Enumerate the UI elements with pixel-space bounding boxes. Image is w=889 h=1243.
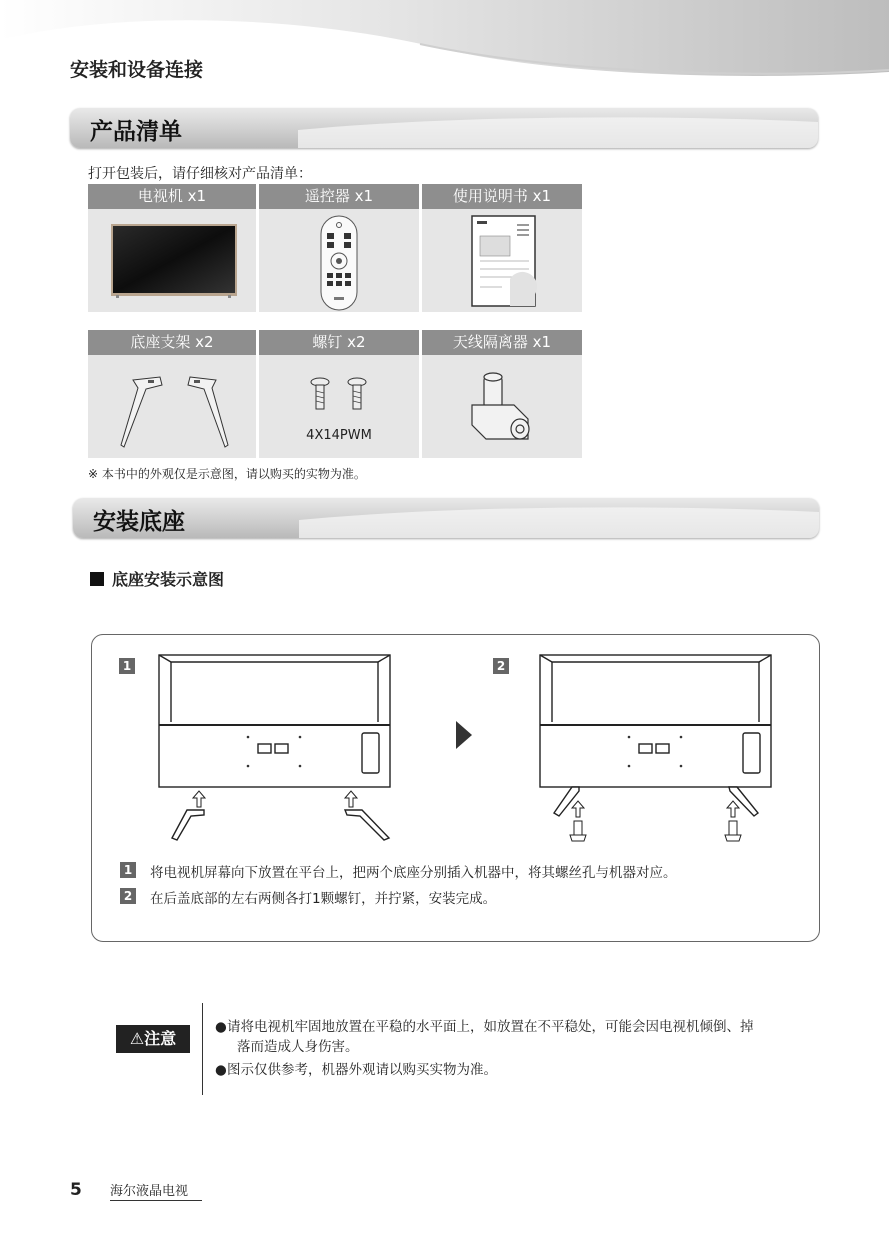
step-badge-2: 2	[493, 658, 509, 674]
section-bar-install	[73, 498, 819, 538]
install-subtitle-text: 底座安装示意图	[112, 570, 225, 589]
install-diagram	[92, 635, 818, 865]
bullet-dot-icon: ●	[215, 1062, 227, 1078]
antenna-isolator-icon	[422, 355, 582, 458]
section-bar-highlight	[299, 498, 819, 538]
caution-bullet-1-cont: 落而造成人身伤害。	[237, 1039, 359, 1055]
product-item-label: 底座支架 x2	[88, 330, 256, 355]
stand-legs-icon	[88, 355, 256, 458]
caution-badge	[116, 1025, 190, 1053]
product-item-label: 遥控器 x1	[259, 184, 419, 209]
instruction-badge-1: 1	[120, 862, 136, 878]
section-title: 产品清单	[90, 119, 182, 145]
product-item-stand	[88, 330, 256, 458]
caution-bullet-2	[215, 1060, 497, 1080]
caution-text: 图示仅供参考，机器外观请以购买实物为准。	[227, 1062, 497, 1078]
square-bullet-icon	[90, 572, 104, 586]
product-item-label: 使用说明书 x1	[422, 184, 582, 209]
bullet-dot-icon: ●	[215, 1019, 227, 1035]
section-bar-highlight	[298, 108, 818, 148]
next-step-arrow-icon	[456, 721, 472, 749]
footer-brand: 海尔液晶电视	[110, 1184, 189, 1199]
remote-control-icon	[259, 209, 419, 312]
step-badge-1: 1	[119, 658, 135, 674]
appearance-note: ※ 本书中的外观仅是示意图，请以购买的实物为准。	[88, 467, 366, 481]
page-number: 5	[70, 1180, 82, 1200]
product-item-label: 天线隔离器 x1	[422, 330, 582, 355]
footer-underline	[110, 1200, 202, 1201]
warning-triangle-icon: ⚠	[129, 1029, 145, 1048]
manual-icon	[422, 209, 582, 312]
tv-icon	[88, 209, 256, 312]
caution-label: 注意	[144, 1029, 177, 1048]
caution-text: 请将电视机牢固地放置在平稳的水平面上，如放置在不平稳处，可能会因电视机倾倒、掉	[227, 1019, 754, 1035]
caution-divider	[202, 1003, 203, 1095]
product-item-label: 螺钉 x2	[259, 330, 419, 355]
screw-spec-caption: 4X14PWM	[306, 428, 372, 443]
instruction-badge-2: 2	[120, 888, 136, 904]
product-item-remote	[259, 184, 419, 312]
product-item-label: 电视机 x1	[88, 184, 256, 209]
section-title: 安装底座	[93, 509, 185, 535]
caution-bullet-1	[215, 1017, 754, 1037]
product-item-manual	[422, 184, 582, 312]
product-list-intro: 打开包装后，请仔细核对产品清单：	[88, 166, 312, 182]
product-item-tv	[88, 184, 256, 312]
product-item-screws	[259, 330, 419, 458]
chapter-title: 安装和设备连接	[70, 59, 204, 81]
install-subtitle	[90, 567, 224, 590]
product-item-antenna-isolator	[422, 330, 582, 458]
section-bar-product-list	[70, 108, 818, 148]
instruction-step-1: 将电视机屏幕向下放置在平台上，把两个底座分别插入机器中，将其螺丝孔与机器对应。	[150, 865, 677, 881]
instruction-step-2: 在后盖底部的左右两侧各打1颗螺钉，并拧紧，安装完成。	[150, 891, 497, 907]
